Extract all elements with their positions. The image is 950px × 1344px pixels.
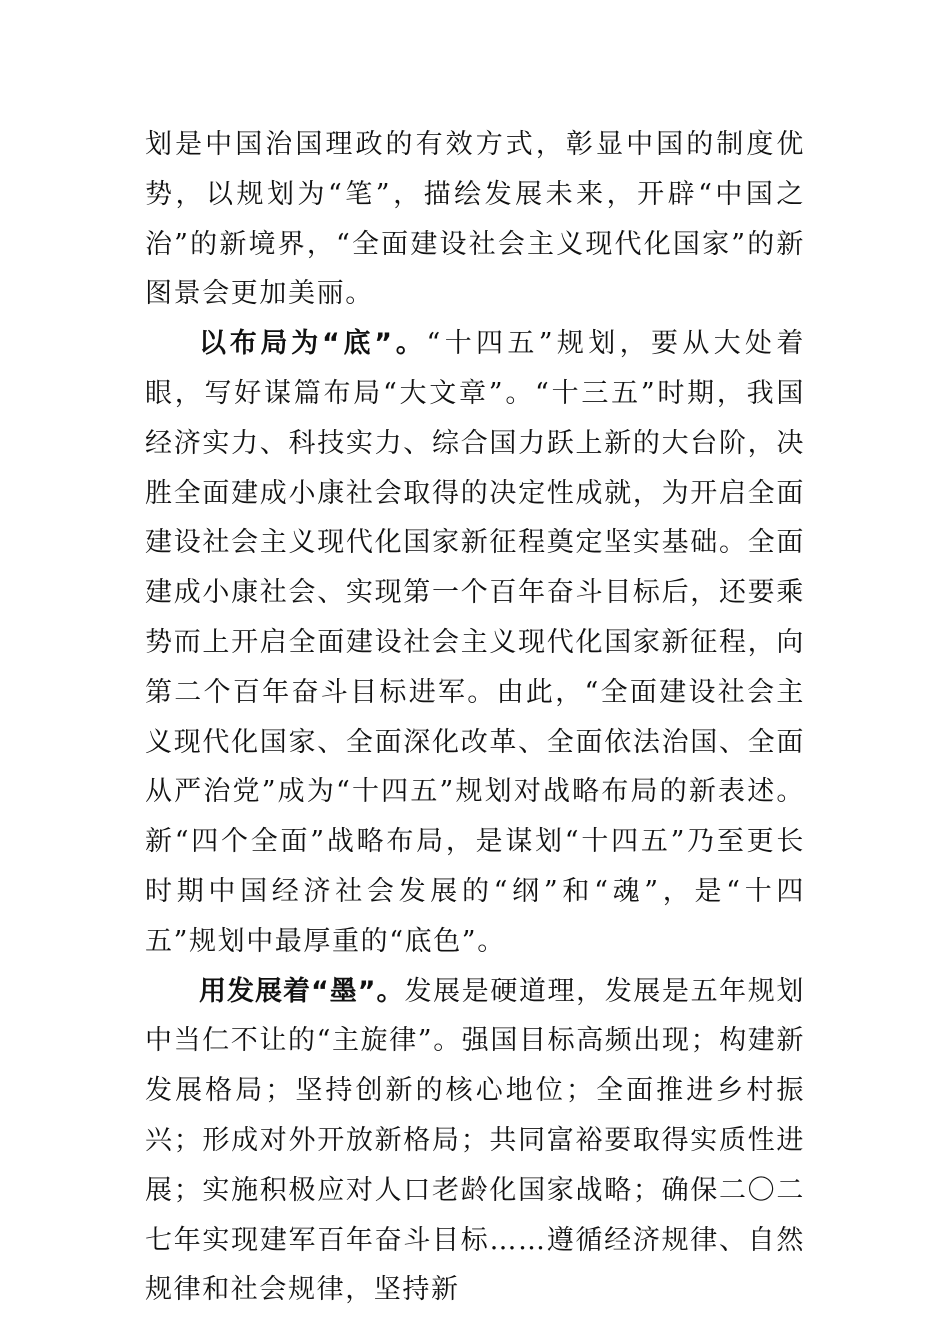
paragraph-planning-conclusion — [145, 120, 805, 319]
paragraph-text: 划是中国治国理政的有效方式，彰显中国的制度优势，以规划为“笔”，描绘发展未来，开辟“中国之治”的新境界，“全面建设社会主义现代化国家”的新图景会更加美丽。 — [145, 129, 805, 310]
paragraph-text: 发展是硬道理，发展是五年规划中当仁不让的“主旋律”。强国目标高频出现；构建新发展格局；坚持创新的核心地位；全面推进乡村振兴；形成对外开放新格局；共同富裕要取得实质性进展；实施积极应对人口老龄化国家战略；确保二〇二七年实现建军百年奋斗目标……遵循经济规律、自然规律和社会规律，坚持新 — [145, 975, 806, 1306]
paragraph-layout-base — [145, 319, 805, 966]
paragraph-text: “十四五”规划，要从大处着眼，写好谋篇布局“大文章”。“十三五”时期，我国经济实力、科技实力、综合国力跃上新的大台阶，决胜全面建成小康社会取得的决定性成就，为开启全面建设社会主义现代化国家新征程奠定坚实基础。全面建成小康社会、实现第一个百年奋斗目标后，还要乘势而上开启全面建设社会主义现代化国家新征程，向第二个百年奋斗目标进军。由此，“全面建设社会主义现代化国家、全面深化改革、全面依法治国、全面从严治党”成为“十四五”规划对战略布局的新表述。新“四个全面”战略布局，是谋划“十四五”乃至更长时期中国经济社会发展的“纲”和“魂”，是“十四五”规划中最厚重的“底色”。 — [145, 328, 805, 957]
paragraph-lead-heading: 以布局为“底”。 — [199, 328, 427, 360]
document-page — [145, 120, 805, 1315]
paragraph-lead-heading: 用发展着“墨”。 — [199, 975, 405, 1007]
paragraph-development-ink — [145, 967, 805, 1316]
